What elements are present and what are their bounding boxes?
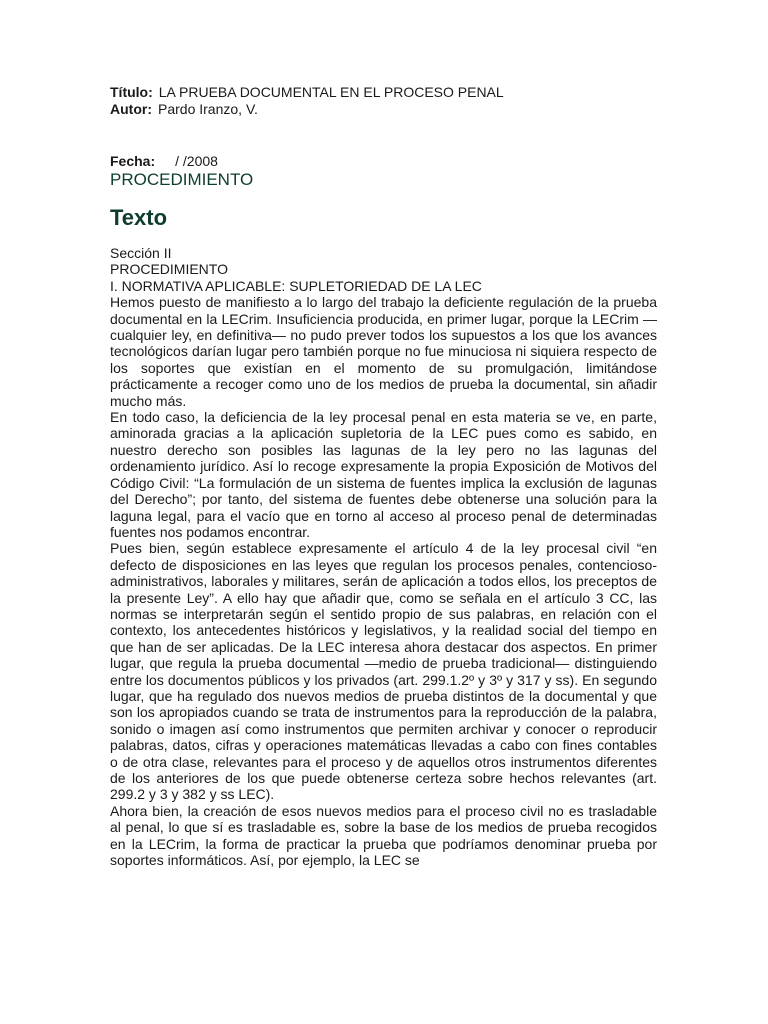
author-value: Pardo Iranzo, V.	[158, 101, 258, 117]
spacer	[110, 118, 657, 153]
document-page	[110, 84, 657, 868]
paragraph: Hemos puesto de manifiesto a lo largo del trabajo la deficiente regulación de la prueba documental en la LECrim. Insuficiencia producida, en primer lugar, porque la LECrim —cualquier ley, en definitiva— no pudo prever todos los supuestos a los que los avances tecnológicos darían lugar pero también porque no fue minuciosa ni siquiera respecto de los soportes que existían en el momento de su promulgación, limitándose prácticamente a recoger como uno de los medios de prueba la documental, sin añadir mucho más.	[110, 294, 657, 409]
date-value: / /2008	[175, 153, 218, 169]
category-heading: PROCEDIMIENTO	[110, 170, 254, 189]
title-value: LA PRUEBA DOCUMENTAL EN EL PROCESO PENAL	[158, 84, 504, 100]
section-label: Sección II	[110, 245, 172, 261]
title-label: Título:	[110, 84, 153, 100]
paragraph: Pues bien, según establece expresamente el artículo 4 de la ley procesal civil “en defecto de disposiciones en las leyes que regulan los procesos penales, contencioso-administrativos, laborales y militares, serán de aplicación a todos ellos, los preceptos de la presente Ley”. A ello hay que añadir que, como se señala en el artículo 3 CC, las normas se interpretarán según el sentido propio de sus palabras, en relación con el contexto, los antecedentes históricos y legislativos, y la realidad social del tiempo en que han de ser aplicadas. De la LEC interesa ahora destacar dos aspectos. En primer lugar, que regula la prueba documental —medio de prueba tradicional— distinguiendo entre los documentos públicos y los privados (art. 299.1.2º y 3º y 317 y ss). En segundo lugar, que ha regulado dos nuevos medios de prueba distintos de la documental y que son los apropiados cuando se trata de instrumentos para la reproducción de la palabra, sonido o imagen así como instrumentos que permiten archivar y conocer o reproducir palabras, datos, cifras y operaciones matemáticas llevadas a cabo con fines contables o de otra clase, relevantes para el proceso y de aquellos otros instrumentos diferentes de los anteriores de los que puede obtenerse certeza sobre hechos relevantes (art. 299.2 y 3 y 382 y ss LEC).	[110, 540, 657, 803]
date-line	[110, 153, 657, 170]
author-line	[110, 101, 657, 118]
paragraph: Ahora bien, la creación de esos nuevos medios para el proceso civil no es trasladable al penal, lo que sí es trasladable es, sobre la base de los medios de prueba recogidos en la LECrim, la forma de practicar la prueba que podríamos denominar prueba por soportes informáticos. Así, por ejemplo, la LEC se	[110, 802, 657, 869]
title-line	[110, 84, 657, 101]
section-title: Texto	[110, 205, 168, 230]
section-name: PROCEDIMIENTO	[110, 261, 228, 278]
subheading: I. NORMATIVA APLICABLE: SUPLETORIEDAD DE LA LEC	[110, 277, 482, 294]
paragraph: En todo caso, la deficiencia de la ley procesal penal en esta materia se ve, en parte, aminorada gracias a la aplicación supletoria de la LEC pues como es sabido, en nuestro derecho son posibles las lagunas de la ley pero no las lagunas del ordenamiento jurídico. Así lo recoge expresamente la propia Exposición de Motivos del Código Civil: “La formulación de un sistema de fuentes implica la exclusión de lagunas del Derecho”; por tanto, del sistema de fuentes debe obtenerse una solución para la laguna legal, para el vacío que en torno al acceso al proceso penal de determinadas fuentes nos podamos encontrar.	[110, 409, 657, 540]
author-label: Autor:	[110, 101, 152, 117]
date-label: Fecha:	[110, 153, 156, 169]
